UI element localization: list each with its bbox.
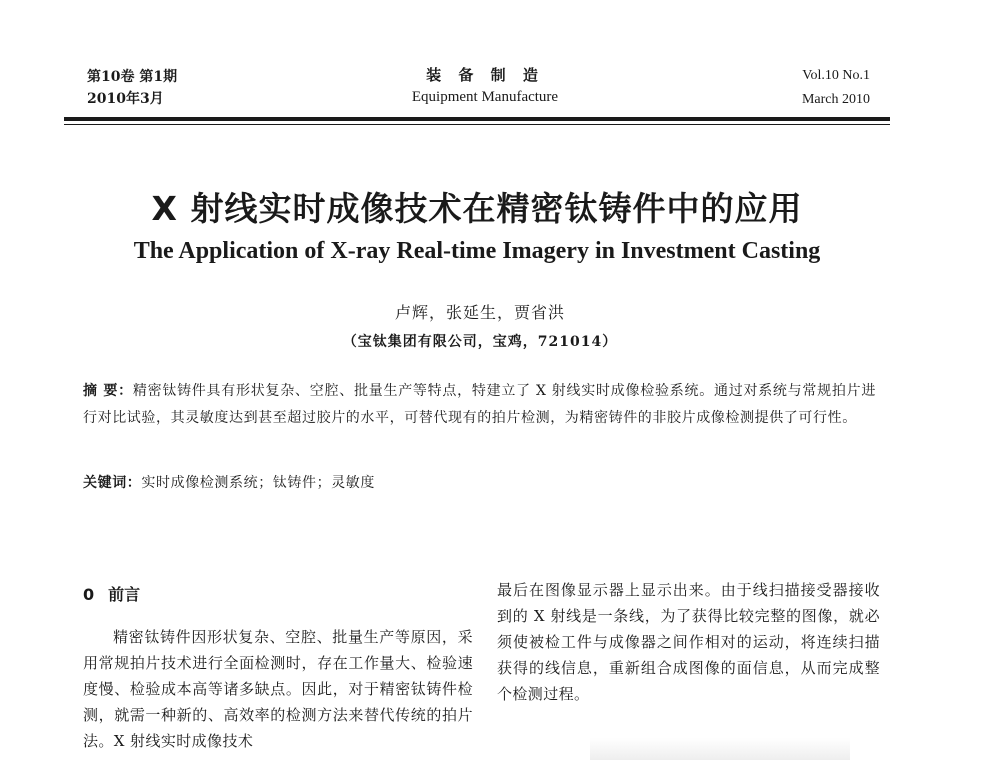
issue-en: Vol.10 No.1 xyxy=(802,68,870,83)
header-rule-thick xyxy=(64,117,890,121)
figure-edge xyxy=(590,738,850,760)
article-title-cn: X 射线实时成像技术在精密钛铸件中的应用 xyxy=(151,189,803,228)
header-volume-block xyxy=(802,64,870,112)
keywords-label: 关键词： xyxy=(83,475,142,491)
keywords-text: 实时成像检测系统；钛铸件；灵敏度 xyxy=(141,475,376,491)
body-column-left: 精密钛铸件因形状复杂、空腔、批量生产等原因，采用常规拍片技术进行全面检测时，存在工作量大、检验速度慢、检验成本高等诸多缺点。因此，对于精密钛铸件检测，就需一种新的、高效率的检测方法来替代传统的拍片法。X 射线实时成像技术 xyxy=(83,628,473,750)
abstract-text: 精密钛铸件具有形状复杂、空腔、批量生产等特点，特建立了 X 射线实时成像检验系统。通过对系统与常规拍片进行对比试验，其灵敏度达到甚至超过胶片的水平，可替代现有的拍片检测，为精密铸件的非胶片成像检测提供了可行性。 xyxy=(83,383,876,426)
date-en: March 2010 xyxy=(801,92,870,107)
header-issue-block xyxy=(87,66,177,110)
section-heading xyxy=(83,582,140,605)
keywords xyxy=(83,471,876,495)
issue-cn: 第10卷 第1期 xyxy=(87,69,178,85)
journal-name-cn: 装 备 制 造 xyxy=(426,66,544,84)
abstract-label: 摘 要： xyxy=(83,383,133,399)
author-list: 卢辉，张延生，贾省洪 xyxy=(394,303,565,322)
header-rule-thin xyxy=(64,124,890,125)
body-column-right: 最后在图像显示器上显示出来。由于线扫描接受器接收到的 X 射线是一条线，为了获得比较完整的图像，就必须使被检工件与成像器之间作相对的运动，将连续扫描获得的线信息，重新组合成图像的面信息，从而完成整个检测过程。 xyxy=(497,581,880,703)
section-title: 前言 xyxy=(108,585,141,604)
abstract xyxy=(83,378,876,432)
author-affiliation: （宝钛集团有限公司，宝鸡，721014） xyxy=(342,334,618,350)
date-cn: 2010年3月 xyxy=(87,91,164,107)
journal-name-block xyxy=(370,64,600,108)
section-number: 0 xyxy=(83,585,95,604)
journal-name-en: Equipment Manufacture xyxy=(411,89,559,105)
article-title-en: The Application of X-ray Real-time Imagery in Investment Casting xyxy=(133,238,821,264)
